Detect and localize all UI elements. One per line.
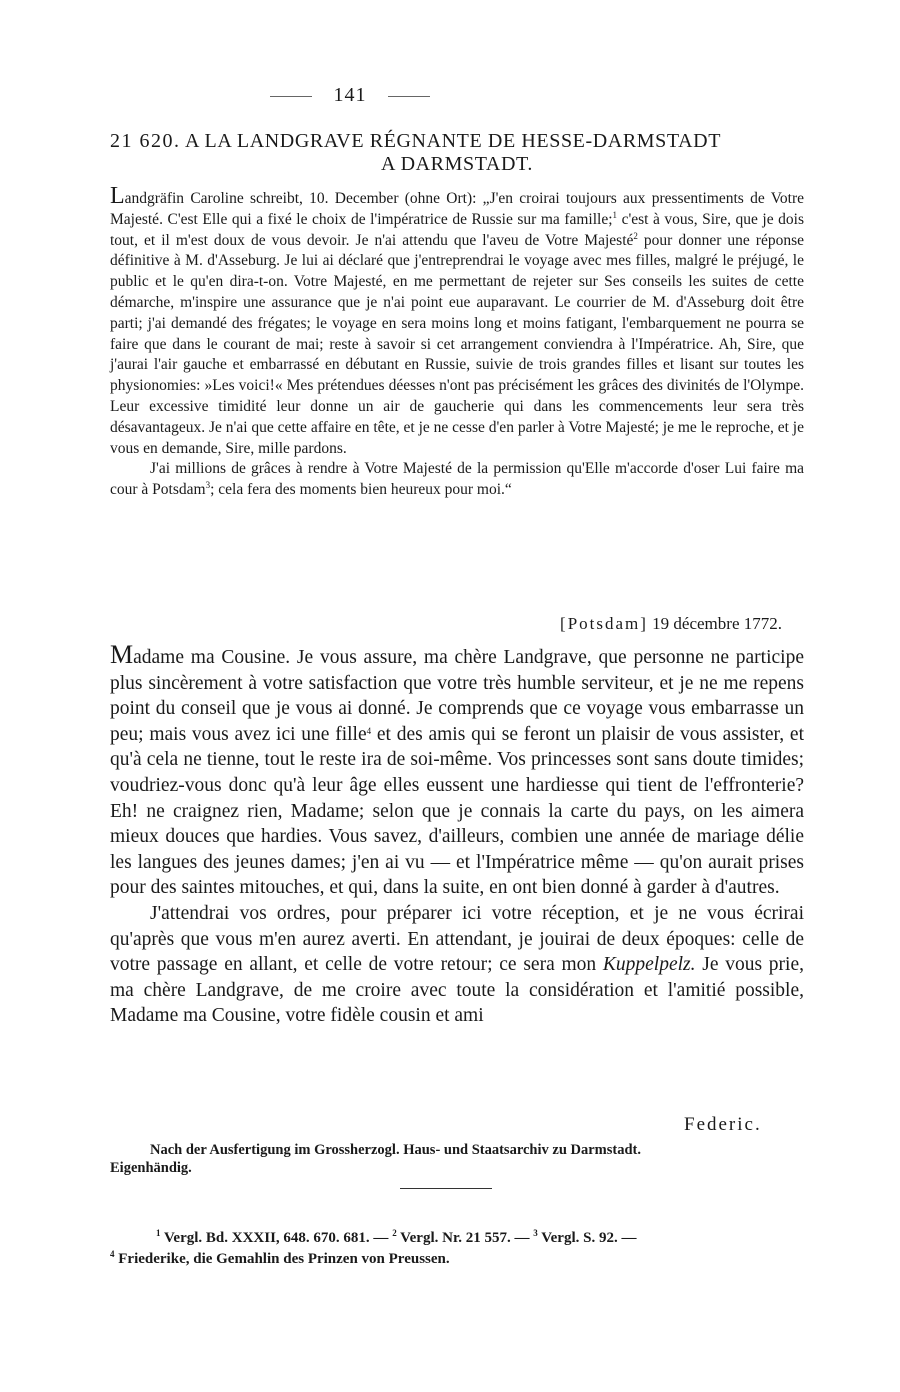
letter-text <box>110 642 804 1029</box>
footnotes-line-2 <box>110 1249 804 1270</box>
footnote-mark-1: 1 <box>156 1228 161 1238</box>
dateline <box>110 614 782 634</box>
excerpt-initial: L <box>110 183 125 209</box>
page-header <box>270 84 430 108</box>
letter-p2-b: Je vous prie, ma chère Landgrave, de me croire avec toute la considération et l'amitié possible, Madame ma Cousine, votre fidèle cousin et ami <box>110 954 804 1027</box>
letter-initial: M <box>110 640 134 669</box>
letter-paragraph-2 <box>110 901 804 1029</box>
footnote-mark-3: 3 <box>533 1228 538 1238</box>
dateline-date: 19 décembre 1772. <box>652 614 782 633</box>
header-rule-left <box>270 96 312 97</box>
source-line-2: Eigenhändig. <box>110 1159 192 1176</box>
letter-number: 21 620. <box>110 130 181 152</box>
footnotes <box>110 1228 804 1270</box>
header-rule-right <box>388 96 430 97</box>
heading-line-2: A DARMSTADT. <box>381 153 533 175</box>
letter-p1-a: adame ma Cousine. Je vous assure, ma chère Landgrave, que personne ne participe plus sincèrement à votre satisfaction que votre très humble serviteur, et je ne me repens point du conseil que je vous ai donné. Je comprends que ce voyage vous embarrasse un peu; mais vous avez ici une fille <box>110 647 804 745</box>
editorial-excerpt <box>110 183 805 501</box>
footnote-ref-3: 3 <box>205 480 211 491</box>
footnote-4: Friederike, die Gemahlin des Prinzen von Preussen. <box>114 1251 450 1267</box>
footnote-1: Vergl. Bd. XXXII, 648. 670. 681. — <box>160 1230 393 1246</box>
source-line-1: Nach der Ausfertigung im Grossherzogl. Haus- und Staatsarchiv zu Darmstadt. <box>150 1142 642 1158</box>
footnote-2: Vergl. Nr. 21 557. — <box>396 1230 534 1246</box>
letter-p2-italic: Kuppelpelz. <box>602 954 696 976</box>
footnote-ref-1: 1 <box>612 209 618 220</box>
footnote-mark-4: 4 <box>110 1249 115 1259</box>
dateline-place: [Potsdam] <box>560 614 648 633</box>
excerpt-p2-before: J'ai millions de grâces à rendre à Votre Majesté de la permission qu'Elle m'accorde d'oser Lui faire ma cour à Potsdam <box>110 460 804 499</box>
letter-heading <box>110 130 804 176</box>
source-note <box>110 1142 804 1177</box>
page-number: 141 <box>333 84 367 106</box>
signature: Federic. <box>684 1114 762 1135</box>
excerpt-paragraph-1 <box>110 183 805 459</box>
footnote-divider <box>400 1188 492 1189</box>
excerpt-p2-after: ; cela fera des moments bien heureux pour moi.“ <box>210 481 512 499</box>
excerpt-rest: pour donner une réponse définitive à M. d'Asseburg. Je lui ai déclaré que j'entreprendrai le voyage avec mes filles, malgré le préjugé, le public et le qu'en dira-t-on. Votre Majesté, en me permettant de rejeter sur Ses conseils les suites de cette démarche, m'inspire une assurance que je n'ai point eue auparavant. Le courrier de M. d'Asseburg doit être parti; j'ai demandé des frégates; le voyage en sera moins long et moins fatigant, l'embarquement ne pourra se faire que dans le courant de mai; reste à savoir si cet arrangement conviendra à l'Impératrice. Ah, Sire, que j'aurai l'air gauche et embarrassé en débutant en Russie, suivie de trois grandes filles et lisant sur toutes les physionomies: »Les voici!« Mes prétendues déesses n'ont pas précisément les grâces des divinités de l'Olympe. Leur excessive timidité leur donne un air de gaucherie qui dans les commencements leur sera très désavantageux. Je n'ai que cette affaire en tête, et je ne cesse d'en parler à Votre Majesté; je me le reproche, et je vous en demande, Sire, mille pardons. <box>110 231 805 457</box>
excerpt-intro: andgräfin Caroline schreibt, 10. December (ohne Ort): „J'en croirai toujours aux pressentiments de Votre Majesté. C'est Elle qui a fixé le choix de l'impératrice de Russie sur ma famille; <box>110 190 804 228</box>
excerpt-paragraph-2 <box>110 459 804 501</box>
footnote-3: Vergl. S. 92. — <box>537 1230 637 1246</box>
letter-p2-a: J'attendrai vos ordres, pour préparer ici votre réception, et je ne vous écrirai qu'après que vous m'en aurez averti. En attendant, je jouirai de deux époques: celle de votre passage en allant, et celle de votre retour; ce sera mon <box>110 902 804 976</box>
footnote-mark-2: 2 <box>392 1228 397 1238</box>
footnotes-line-1 <box>110 1228 804 1249</box>
footnote-ref-2: 2 <box>633 230 638 241</box>
footnote-ref-4: 4 <box>366 725 372 736</box>
heading-line-1: A LA LANDGRAVE RÉGNANTE DE HESSE-DARMSTADT <box>185 130 722 152</box>
letter-paragraph-1 <box>110 642 804 901</box>
excerpt-middle: c'est à vous, Sire, que je dois tout, et il m'est doux de vous devoir. Je n'ai attendu que l'aveu de Votre Majesté <box>110 210 804 249</box>
letter-p1-b: et des amis qui se feront un plaisir de vous assister, et qu'à cela ne tienne, tout le reste ira de soi-même. Vos princesses sont sans doute timides; voudriez-vous donc qu'à leur âge elles eussent une hardiesse qui tient de l'effronterie? Eh! ne craignez rien, Madame; selon que je connais la carte du pays, on les aimera mieux douces que hardies. Vous savez, d'ailleurs, combien une année de mariage délie les langues des jeunes dames; j'en ai vu — et l'Impératrice même — qu'on aurait prises pour des saintes mitouches, et qui, dans la suite, en ont bien donné à garder à d'autres. <box>110 723 804 899</box>
